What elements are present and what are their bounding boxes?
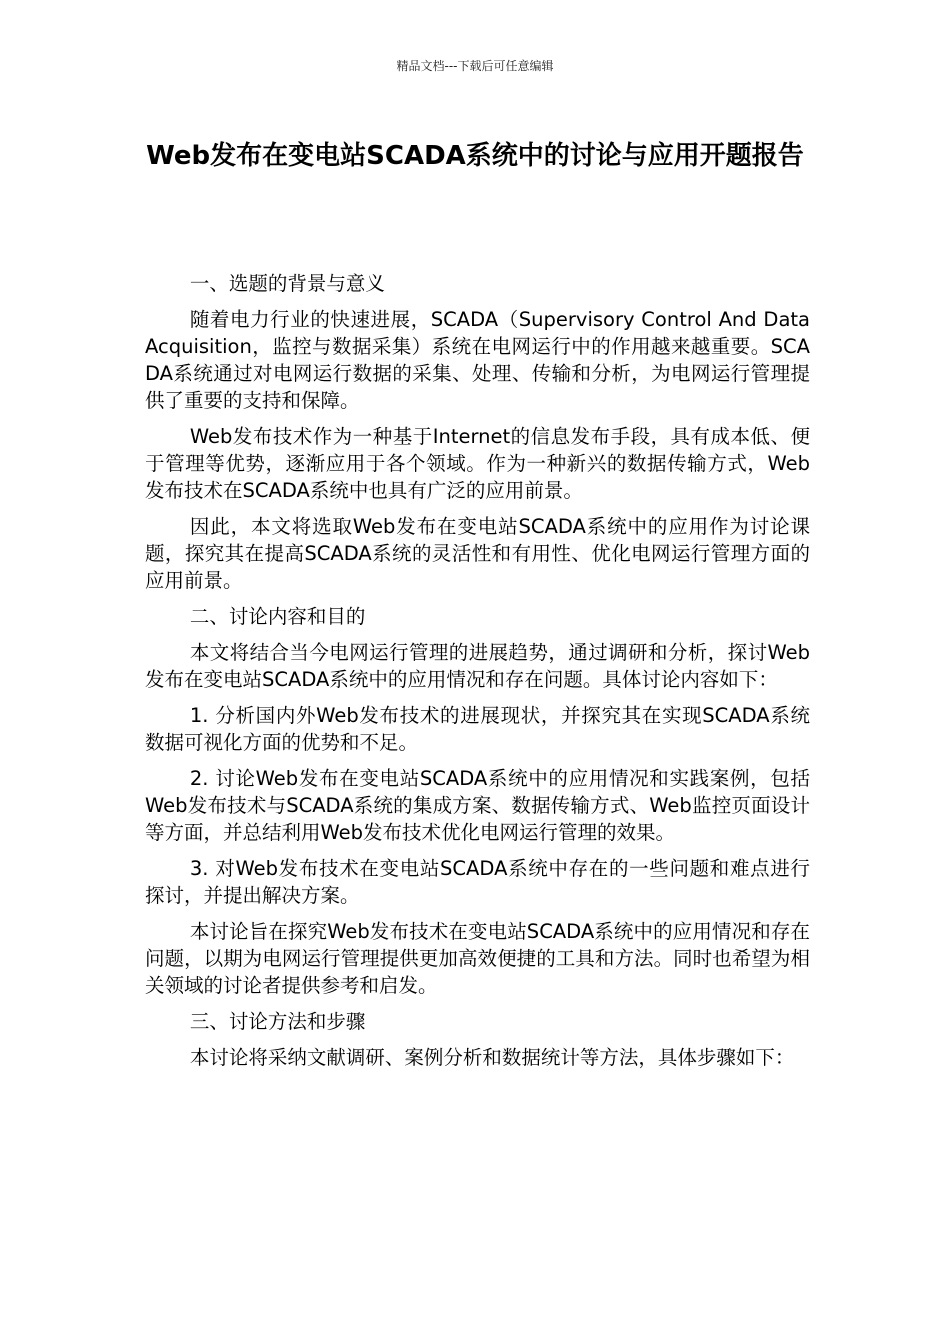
paragraph: Web发布技术作为一种基于Internet的信息发布手段，具有成本低、便于管理等优势，逐渐应用于各个领域。作为一种新兴的数据传输方式，Web发布技术在SCADA系统中也具有广泛的应用前景。 bbox=[145, 425, 810, 502]
paragraph: 本讨论旨在探究Web发布技术在变电站SCADA系统中的应用情况和存在问题，以期为电网运行管理提供更加高效便捷的工具和方法。同时也希望为相关领域的讨论者提供参考和启发。 bbox=[145, 920, 810, 997]
section-heading-content: 二、讨论内容和目的 bbox=[189, 605, 366, 628]
paragraph: 随着电力行业的快速进展，SCADA（Supervisory Control And Data Acquisition，监控与数据采集）系统在电网运行中的作用越来越重要。SCADA系统通过对电网运行数据的采集、处理、传输和分析，为电网运行管理提供了重要的支持和保障。 bbox=[145, 308, 810, 412]
section-heading-method: 三、讨论方法和步骤 bbox=[189, 1010, 366, 1033]
paragraph: 因此，本文将选取Web发布在变电站SCADA系统中的应用作为讨论课题，探究其在提高SCADA系统的灵活性和有用性、优化电网运行管理方面的应用前景。 bbox=[145, 515, 810, 592]
paragraph: 本讨论将采纳文献调研、案例分析和数据统计等方法，具体步骤如下： bbox=[189, 1046, 795, 1069]
document-title: Web发布在变电站SCADA系统中的讨论与应用开题报告 bbox=[146, 141, 804, 171]
list-item: 1. 分析国内外Web发布技术的进展现状，并探究其在实现SCADA系统数据可视化方面的优势和不足。 bbox=[145, 704, 810, 754]
list-item: 2. 讨论Web发布在变电站SCADA系统中的应用情况和实践案例，包括Web发布技术与SCADA系统的集成方案、数据传输方式、Web监控页面设计等方面，并总结利用Web发布技术优化电网运行管理的效果。 bbox=[145, 767, 810, 844]
document-body bbox=[145, 270, 810, 1080]
list-item: 3. 对Web发布技术在变电站SCADA系统中存在的一些问题和难点进行探讨，并提出解决方案。 bbox=[145, 857, 810, 907]
header-note: 精品文档---下载后可任意编辑 bbox=[396, 59, 554, 73]
section-heading-background: 一、选题的背景与意义 bbox=[189, 272, 385, 295]
paragraph: 本文将结合当今电网运行管理的进展趋势，通过调研和分析，探讨Web发布在变电站SCADA系统中的应用情况和存在问题。具体讨论内容如下： bbox=[145, 641, 810, 691]
